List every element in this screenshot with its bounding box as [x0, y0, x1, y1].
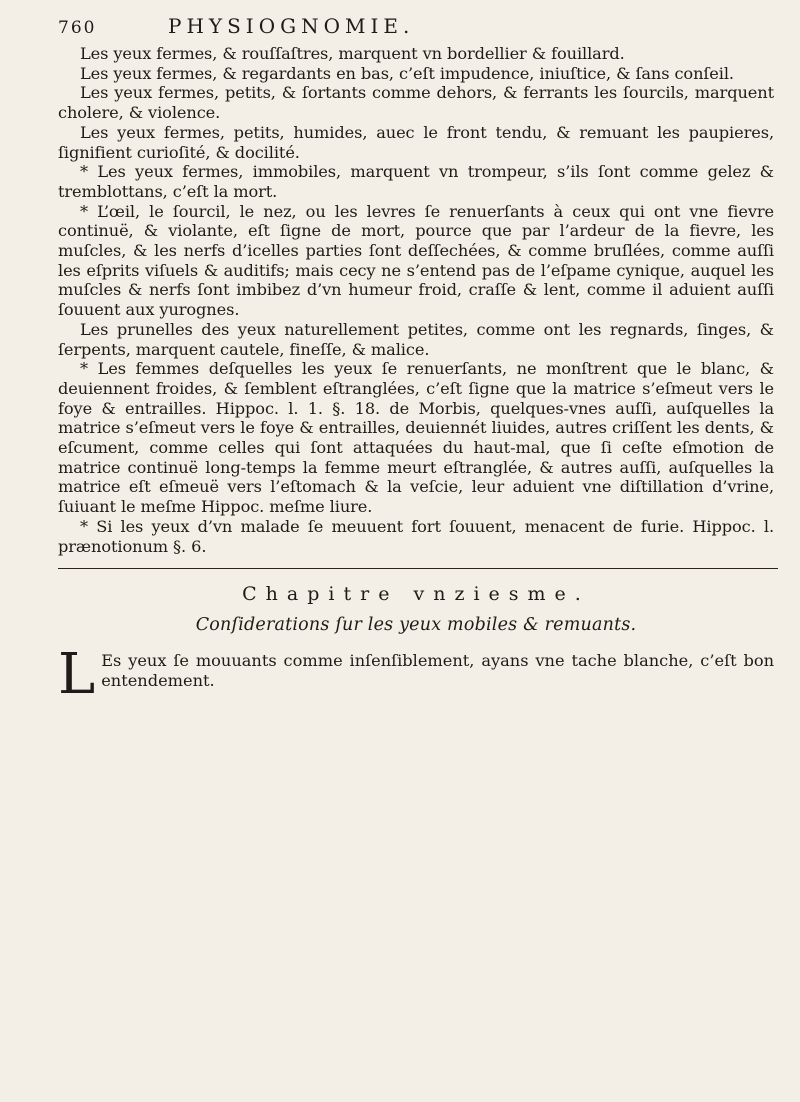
chapter-subtitle: Conſiderations ſur les yeux mobiles & remuants.	[195, 615, 637, 636]
page-number: 760	[58, 18, 97, 38]
paragraph: Les yeux fermes, & rouſſaſtres, marquent vn bordellier & fouillard.	[80, 44, 625, 63]
running-title: PHYSIOGNOMIE.	[168, 14, 415, 38]
paragraph: Les prunelles des yeux naturellement petites, comme ont les regnards, ſinges, & ſerpents, marquent cautele, fineſſe, & malice.	[58, 319, 774, 359]
page-header	[58, 14, 774, 44]
paragraph: * L’œil, le ſourcil, le nez, ou les levres ſe renuerſants à ceux qui ont vne fievre continuë, & violante, eſt ſigne de mort, pource que par l’ardeur de la fievre, les muſcles, & les nerfs d’icelles parties ſont deſſechées, & comme bruſlées, comme auſſi les eſprits viſuels & auditifs; mais cecy ne s’entend pas de l’eſpame cynique, auquel les muſcles & nerfs ſont imbibez d’vn humeur froid, craſſe & lent, comme il aduient auſſi ſouuent aux yurognes.	[58, 201, 774, 320]
paragraph: * Les femmes deſquelles les yeux ſe renuerſants, ne monſtrent que le blanc, & deuiennent froides, & ſemblent eſtranglées, c’eſt ſigne que la matrice s’eſmeut vers le foye & entrailles. Hippoc. l. 1. §. 18. de Morbis, quelques-vnes auſſi, auſquelles la matrice s’eſmeut vers le foye & entrailles, deuiennét liuides, autres criſſent les dents, & eſcument, comme celles qui ſont attaquées du haut-mal, que ſi ceſte eſmotion de matrice continuë long-temps la femme meurt eſtranglée, & autres auſſi, auſquelles la matrice eſt eſmeuë vers l’eſtomach & la veſcie, leur aduient vne diſtillation d’vrine, ſuiuant le meſme Hippoc. meſme liure.	[58, 359, 774, 517]
section-divider	[58, 568, 778, 569]
chapter-opening	[58, 642, 774, 708]
drop-cap: L	[58, 642, 96, 708]
paragraph: * Les yeux fermes, immobiles, marquent vn trompeur, s’ils ſont comme gelez & tremblottans, c’eſt la mort.	[58, 162, 774, 201]
paragraph: Les yeux fermes, petits, & ſortants comme dehors, & ferrants les ſourcils, marquent cholere, & violence.	[58, 83, 774, 123]
paragraph: Les yeux fermes, & regardants en bas, c’eſt impudence, iniuſtice, & ſans conſeil.	[80, 63, 734, 83]
paragraph: * Si les yeux d’vn malade ſe meuuent fort ſouuent, menacent de furie. Hippoc. l. prænotionum §. 6.	[58, 516, 774, 556]
main-text	[58, 44, 774, 556]
opening-text: Es yeux ſe mouuants comme inſenſiblement, ayans vne tache blanche, c’eſt bon entendement.	[101, 651, 774, 691]
paragraph: Les yeux fermes, petits, humides, auec le front tendu, & remuant les paupieres, ſignifient curioſité, & docilité.	[58, 122, 774, 162]
chapter-title: Chapitre vnziesme.	[242, 583, 590, 606]
